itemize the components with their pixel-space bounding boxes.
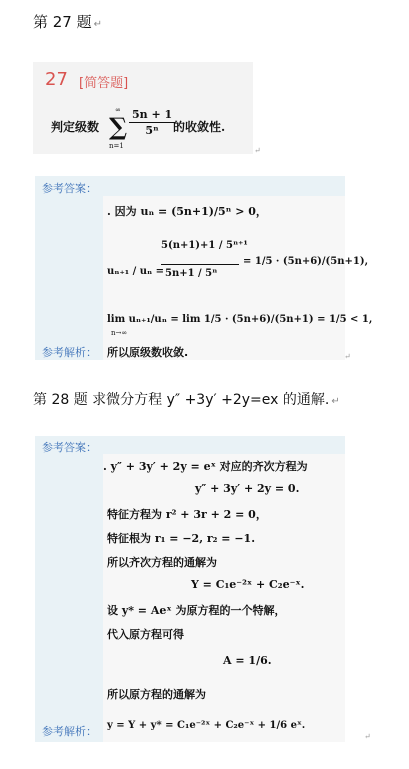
- question-type: [简答题]: [79, 76, 129, 91]
- answer-28-scan: [103, 454, 345, 742]
- analysis-text: 所以原级数收敛.: [107, 346, 189, 359]
- answer-27-scan: [103, 196, 373, 360]
- paragraph-mark: ↵: [331, 396, 340, 407]
- answer-line-2: y″ + 3y′ + 2y = 0.: [195, 482, 300, 495]
- question-27-heading: 第 27 题 ↵: [33, 13, 103, 31]
- paragraph-mark: ↵: [93, 19, 103, 30]
- answer-line-4: 特征根为 r₁ = −2, r₂ = −1.: [107, 532, 256, 545]
- question-27-card: [33, 62, 253, 154]
- ratio-denominator: 5n+1 / 5ⁿ: [165, 268, 218, 279]
- ratio-lhs: uₙ₊₁ / uₙ =: [107, 266, 165, 277]
- limit-line: lim uₙ₊₁/uₙ = lim 1/5 · (5n+6)/(5n+1) = 1/5 < 1,: [107, 314, 373, 325]
- sigma-symbol: ∑: [109, 112, 128, 141]
- answer-line-9: A = 1/6.: [223, 654, 272, 667]
- sum-lower-limit: n=1: [109, 142, 124, 150]
- answer-line-11: y = Y + y* = C₁e⁻²ˣ + C₂e⁻ˣ + 1/6 eˣ.: [107, 720, 306, 731]
- answer-28-box: [35, 436, 345, 742]
- paragraph-mark: ↵: [364, 732, 371, 741]
- answer-line-1: . 因为 uₙ = (5n+1)/5ⁿ > 0，: [107, 205, 267, 218]
- answer-line-10: 所以原方程的通解为: [107, 688, 206, 701]
- question-suffix: 的收敛性.: [173, 120, 226, 134]
- sum-upper-limit: ∞: [115, 106, 121, 114]
- question-text: 判定级数: [51, 120, 100, 134]
- answer-line-1: . y″ + 3y′ + 2y = eˣ 对应的齐次方程为: [103, 460, 308, 473]
- question-28-heading: 第 28 题 求微分方程 y″ +3y′ +2y=ex 的通解. ↵: [33, 392, 340, 408]
- answer-line-3: 特征方程为 r² + 3r + 2 = 0，: [107, 508, 267, 521]
- ratio-bar: [161, 264, 239, 265]
- answer-line-6: Y = C₁e⁻²ˣ + C₂e⁻ˣ.: [191, 578, 305, 591]
- ratio-numerator: 5(n+1)+1 / 5ⁿ⁺¹: [161, 240, 248, 251]
- answer-line-7: 设 y* = Aeˣ 为原方程的一个特解，: [107, 604, 286, 617]
- series-term-fraction: $\frac{5n + 1}{\text{5ⁿ}}$: [129, 108, 175, 137]
- answer-27-box: [35, 176, 373, 360]
- question-number: 27: [45, 69, 68, 90]
- analysis-label: 参考解析：: [42, 725, 97, 738]
- limit-subscript: n→∞: [111, 329, 128, 337]
- answer-line-5: 所以齐次方程的通解为: [107, 556, 217, 569]
- answer-label: 参考答案：: [42, 441, 97, 454]
- paragraph-mark: ↵: [254, 146, 261, 155]
- paragraph-mark: ↵: [344, 352, 351, 361]
- answer-label: 参考答案：: [42, 182, 97, 195]
- ratio-rhs: = 1/5 · (5n+6)/(5n+1),: [243, 256, 369, 267]
- analysis-label: 参考解析：: [42, 346, 97, 359]
- answer-line-8: 代入原方程可得: [107, 628, 184, 641]
